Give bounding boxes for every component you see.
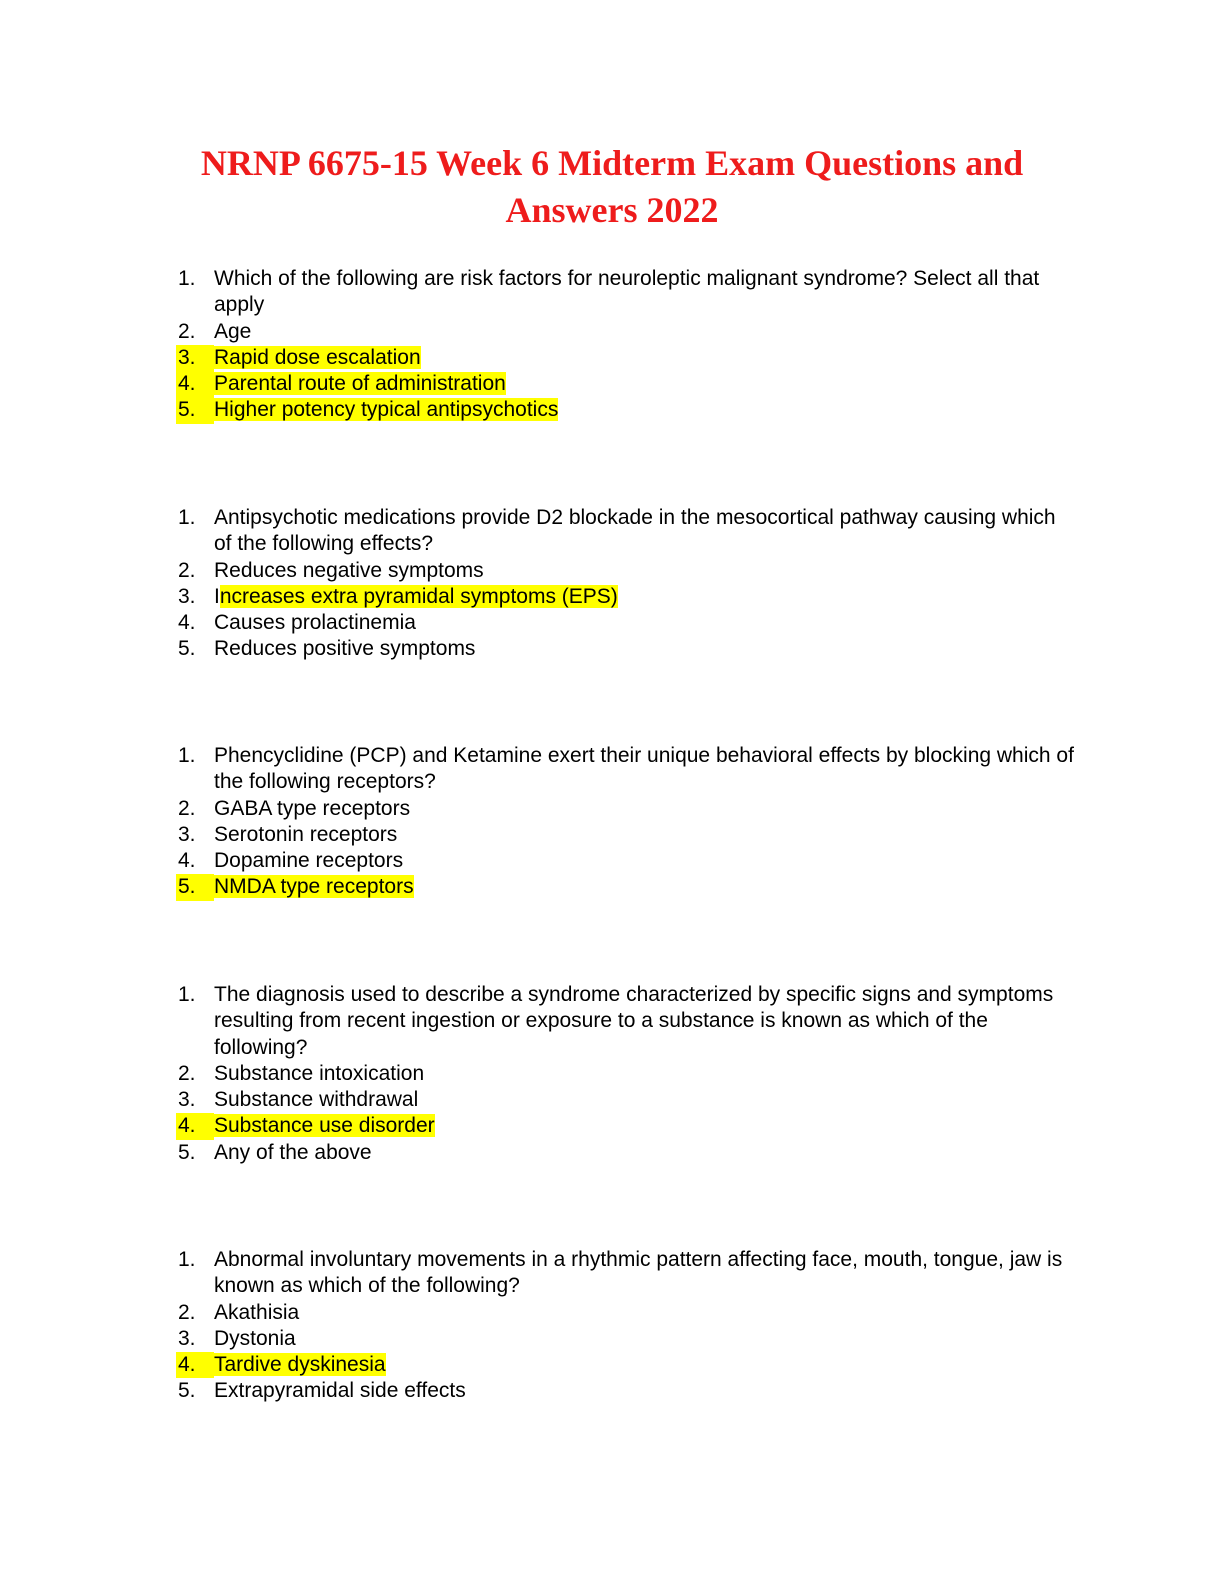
item-number: 2. (178, 1300, 196, 1324)
title-line-2: Answers 2022 (505, 190, 719, 230)
item-number: 2. (178, 1061, 196, 1085)
option-text-prefix: I (214, 584, 220, 608)
option-text: Dystonia (214, 1326, 296, 1350)
question-text: Phencyclidine (PCP) and Ketamine exert their unique behavioral effects by blocking which of the following receptors? (214, 744, 1074, 794)
option-text: Reduces positive symptoms (214, 637, 476, 661)
item-number: 1. (178, 267, 196, 290)
item-number: 4. (176, 1352, 214, 1378)
list-item (176, 1378, 1076, 1404)
question-text: The diagnosis used to describe a syndrome characterized by specific signs and symptoms resulting from recent ingestion or exposure to a substance is known as which of the following? (214, 983, 1054, 1059)
option-text: Akathisia (214, 1300, 300, 1324)
question-text: Which of the following are risk factors for neuroleptic malignant syndrome? Select all that apply (214, 267, 1040, 317)
list-item (176, 266, 1076, 319)
option-text: Extrapyramidal side effects (214, 1379, 466, 1403)
list-item (176, 1087, 1076, 1113)
option-text: Substance intoxication (214, 1061, 425, 1085)
page-title (0, 140, 1224, 234)
highlighted-answer (176, 1352, 1076, 1378)
item-number: 5. (178, 1140, 196, 1164)
item-number: 4. (178, 849, 196, 873)
list-item (176, 796, 1076, 822)
option-text (214, 585, 618, 608)
highlighted-answer (176, 371, 1076, 397)
option-text: Serotonin receptors (214, 822, 398, 846)
item-number: 4. (176, 1113, 214, 1139)
item-number: 5. (178, 637, 196, 661)
list-item (176, 1326, 1076, 1352)
list-item (176, 1061, 1076, 1087)
question-block-3 (176, 743, 1076, 901)
title-line-1: NRNP 6675-15 Week 6 Midterm Exam Questions and (200, 143, 1024, 183)
list-item (176, 319, 1076, 345)
item-number: 3. (176, 345, 214, 371)
option-text: Tardive dyskinesia (214, 1353, 386, 1377)
question-block-1 (176, 266, 1076, 424)
item-number: 4. (178, 611, 196, 635)
highlighted-answer (176, 584, 1076, 610)
question-block-5 (176, 1247, 1076, 1405)
option-text: Substance withdrawal (214, 1088, 419, 1112)
list-item (176, 1247, 1076, 1300)
item-number: 1. (178, 744, 196, 767)
list-item (176, 982, 1076, 1061)
item-number: 2. (178, 319, 196, 343)
option-text: GABA type receptors (214, 796, 411, 820)
question-text: Abnormal involuntary movements in a rhythmic pattern affecting face, mouth, tongue, jaw is known as which of the following? (214, 1248, 1063, 1298)
option-text: Substance use disorder (214, 1114, 435, 1138)
list-item (176, 848, 1076, 874)
option-text: Causes prolactinemia (214, 611, 416, 635)
item-number: 5. (176, 874, 214, 900)
highlighted-answer (176, 1113, 1076, 1139)
option-text: Dopamine receptors (214, 849, 404, 873)
option-text: NMDA type receptors (214, 875, 414, 899)
item-number: 5. (176, 397, 214, 423)
list-item (176, 743, 1076, 796)
option-text: Reduces negative symptoms (214, 558, 484, 582)
list-item (176, 636, 1076, 662)
option-text: Parental route of administration (214, 372, 506, 396)
item-number: 3. (178, 584, 196, 608)
item-number: 1. (178, 506, 196, 529)
item-number: 4. (176, 371, 214, 397)
question-block-4 (176, 982, 1076, 1166)
item-number: 1. (178, 983, 196, 1006)
option-text: Any of the above (214, 1140, 372, 1164)
option-text: Age (214, 319, 252, 343)
highlighted-answer (176, 874, 1076, 900)
item-number: 2. (178, 558, 196, 582)
option-text: Rapid dose escalation (214, 345, 421, 369)
question-text: Antipsychotic medications provide D2 blockade in the mesocortical pathway causing which of the following effects? (214, 506, 1056, 556)
list-item (176, 1140, 1076, 1166)
item-number: 3. (178, 822, 196, 846)
question-block-2 (176, 505, 1076, 663)
option-text-highlight: ncreases extra pyramidal symptoms (EPS) (219, 584, 618, 608)
item-number: 1. (178, 1248, 196, 1271)
highlighted-answer (176, 345, 1076, 371)
list-item (176, 822, 1076, 848)
item-number: 2. (178, 796, 196, 820)
option-text: Higher potency typical antipsychotics (214, 398, 559, 422)
list-item (176, 505, 1076, 558)
item-number: 5. (178, 1379, 196, 1403)
list-item (176, 610, 1076, 636)
item-number: 3. (178, 1326, 196, 1350)
list-item (176, 558, 1076, 584)
item-number: 3. (178, 1088, 196, 1112)
highlighted-answer (176, 397, 1076, 423)
list-item (176, 1300, 1076, 1326)
